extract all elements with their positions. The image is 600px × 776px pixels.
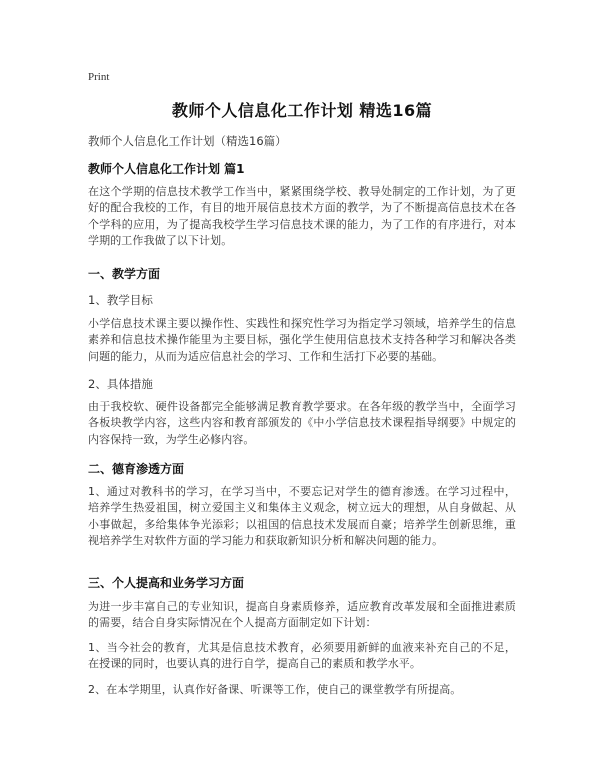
intro-paragraph: 在这个学期的信息技术教学工作当中，紧紧围绕学校、教导处制定的工作计划，为了更好的配合我校的工作，有目的地开展信息技术方面的教学，为了不断提高信息技术在各个学科的应用，为了提高我校学生学习信息技术课的能力，为了工作的有序进行，对本学期的工作我做了以下计划。	[88, 185, 516, 247]
teaching-goal-paragraph: 小学信息技术课主要以操作性、实践性和探究性学习为指定学习领域，培养学生的信息素养和信息技术操作能里为主要目标，强化学生使用信息技术支持各种学习和解决各类问题的能力，从而为适应信息社会的学习、工作和生活打下必要的基础。	[88, 317, 516, 363]
measures-paragraph: 由于我校软、硬件设备都完全能够满足教育教学要求。在各年级的教学当中，全面学习各板块教学内容，这些内容和教育部颁发的《中小学信息技术课程指导纲要》中规定的 内容保持一致，为学生必修内容。	[88, 400, 516, 446]
section-personal-heading: 三、个人提高和业务学习方面	[88, 576, 245, 590]
section-moral-heading: 二、德育渗透方面	[88, 462, 185, 476]
print-link[interactable]: Print	[88, 71, 110, 83]
teaching-goal-label: 1、教学目标	[88, 293, 153, 307]
moral-paragraph: 1、通过对教科书的学习，在学习当中，不要忘记对学生的德育渗透。在学习过程中，培养学生热爱祖国，树立爱国主义和集体主义观念，树立远大的理想，从自身做起、从小事做起，多给集体争光添彩；以祖国的信息技术发展而自豪；培养学生创新思维，重视培养学生对软件方面的学习能力和获取新知识分析和解决问题的能力。	[88, 485, 516, 547]
measures-label: 2、具体措施	[88, 377, 153, 391]
personal-item-2: 2、在本学期里，认真作好备课、听课等工作，使自己的课堂教学有所提高。	[88, 683, 462, 696]
personal-item-1: 1、当今社会的教育，尤其是信息技术教育，必须要用新鲜的血液来补充自己的不足，在授课的同时，也要认真的进行自学，提高自己的素质和教学水平。	[88, 641, 516, 671]
article-heading: 教师个人信息化工作计划 篇1	[88, 162, 245, 176]
personal-intro-paragraph: 为进一步丰富自己的专业知识，提高自身素质修养，适应教育改革发展和全面推进素质的需要，结合自身实际情况在个人提高方面制定如下计划：	[88, 600, 516, 630]
page-title: 教师个人信息化工作计划 精选16篇	[171, 101, 433, 120]
document-subtitle: 教师个人信息化工作计划（精选16篇）	[88, 134, 287, 148]
section-teaching-heading: 一、教学方面	[88, 267, 161, 281]
